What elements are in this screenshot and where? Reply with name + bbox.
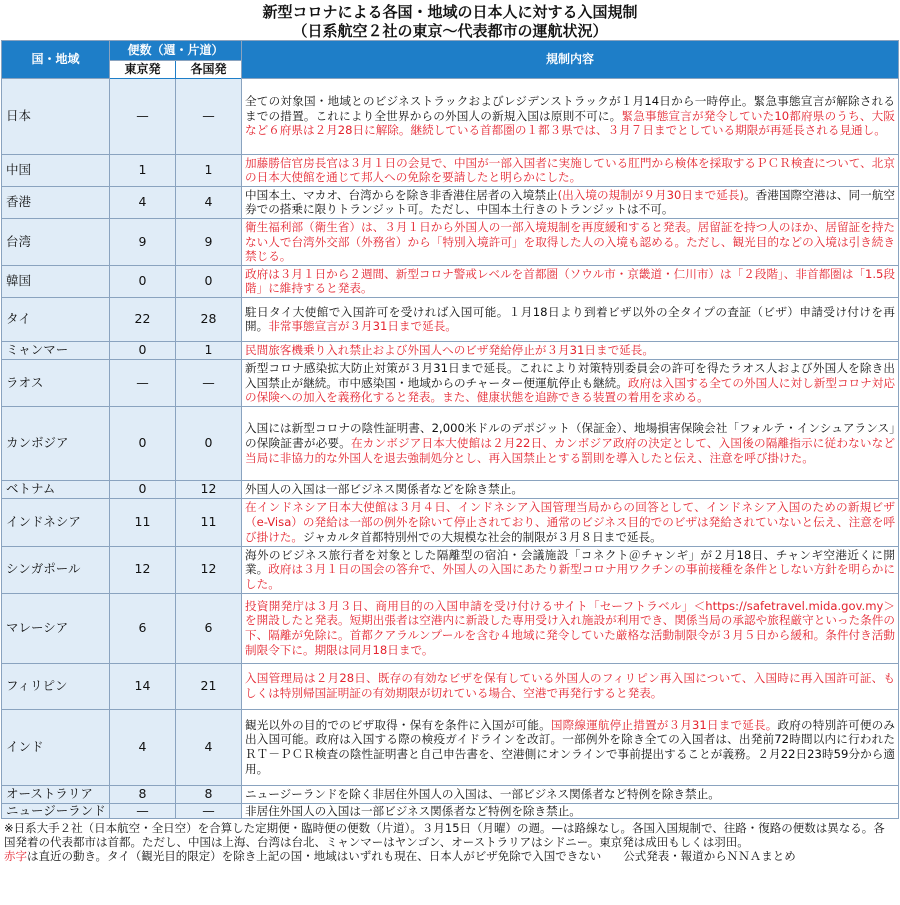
footnote bbox=[0, 819, 900, 863]
table-row bbox=[2, 186, 899, 218]
region-cell: ラオス bbox=[2, 359, 110, 406]
title-line1: 新型コロナによる各国・地域の日本人に対する入国規制 bbox=[262, 3, 638, 21]
flights-from-tokyo: 8 bbox=[110, 785, 176, 803]
recent-change-text: 政府は３月１日から２週間、新型コロナ警戒レベルを首都圏（ソウル市・京畿道・仁川市）は「２段階」、非首都圏は「1.5段階」に維持すると発表。 bbox=[245, 266, 895, 296]
table-row bbox=[2, 78, 899, 154]
region-cell: オーストラリア bbox=[2, 785, 110, 803]
table-row bbox=[2, 297, 899, 341]
flights-from-tokyo: 4 bbox=[110, 186, 176, 218]
flights-from-tokyo: — bbox=[110, 803, 176, 819]
regulation-text: ジャカルタ首都特別州での大規模な社会的制限が３月８日まで延長。 bbox=[303, 529, 662, 544]
region-cell: フィリピン bbox=[2, 663, 110, 709]
table-row bbox=[2, 406, 899, 480]
flights-from-each: 21 bbox=[176, 663, 242, 709]
flights-from-each: 12 bbox=[176, 480, 242, 498]
table-row bbox=[2, 663, 899, 709]
flights-from-tokyo: 4 bbox=[110, 709, 176, 785]
recent-change-text: 在カンボジア日本大使館は２月22日、カンボジア政府の決定として、入国後の隔離指示に従わないなど当局に非協力的な外国人を退去強制処分とし、再入国禁止とする罰則を導入したと伝え、注意を呼び掛けた。 bbox=[245, 435, 895, 465]
flights-from-tokyo: — bbox=[110, 359, 176, 406]
recent-change-text: 民間旅客機乗り入れ禁止および外国人へのビザ発給停止が３月31日まで延長。 bbox=[245, 343, 654, 358]
flights-from-tokyo: 0 bbox=[110, 265, 176, 297]
table-row bbox=[2, 709, 899, 785]
region-cell: シンガポール bbox=[2, 546, 110, 593]
regulation-content bbox=[242, 803, 899, 819]
regulation-content bbox=[242, 359, 899, 406]
table-row bbox=[2, 498, 899, 546]
flights-from-each: — bbox=[176, 803, 242, 819]
flights-from-tokyo: 0 bbox=[110, 480, 176, 498]
region-cell: マレーシア bbox=[2, 593, 110, 663]
table-row bbox=[2, 803, 899, 819]
header-flights: 便数（週・片道） bbox=[110, 41, 242, 61]
recent-change-text: 非常事態宣言が３月31日まで延長。 bbox=[268, 319, 457, 334]
flights-from-tokyo: 14 bbox=[110, 663, 176, 709]
recent-change-text: 入国管理局は２月28日、既存の有効なビザを保有している外国人のフィリピン再入国について、入国時に再入国許可証、もしくは特別帰国証明証の有効期限が切れている場合、空港で再発行すると発表。 bbox=[245, 671, 895, 700]
table-row bbox=[2, 785, 899, 803]
table-row bbox=[2, 218, 899, 265]
region-cell: 韓国 bbox=[2, 265, 110, 297]
flights-from-each: 6 bbox=[176, 593, 242, 663]
recent-change-text: 緊急事態宣言が発令していた10都府県のうち、大阪など６府県は２月28日に解除。継続している首都圏の１都３県では、３月７日までとしている期限が再延長される見通し。 bbox=[245, 108, 895, 138]
region-cell: タイ bbox=[2, 297, 110, 341]
footnote-line1: ※日系大手２社（日本航空・全日空）を合算した定期便・臨時便の便数（片道）。３月15日（月曜）の週。—は路線なし。各国入国規制で、往路・復路の便数は異なる。各国発着の代表都市は首都。ただし、中国は上海、台湾は台北、ミャンマーはヤンゴン、オーストラリアはシドニー。東京発は成田もしくは羽田。 bbox=[4, 821, 885, 850]
region-cell: 中国 bbox=[2, 154, 110, 186]
regulation-text: 非居住外国人の入国は一部ビジネス関係者など特例を除き禁止。 bbox=[245, 803, 581, 818]
regulation-text: 。香港国際空港は、同一航空券での搭乗に限りトランジット可。ただし、中国本土行きのトランジットは不可。 bbox=[245, 187, 895, 217]
flights-from-tokyo: 6 bbox=[110, 593, 176, 663]
region-cell: ニュージーランド bbox=[2, 803, 110, 819]
regulation-text: 観光以外の目的でのビザ取得・保有を条件に入国が可能。 bbox=[245, 717, 551, 732]
regulation-text: 入国には新型コロナの陰性証明書、2,000米ドルのデポジット（保証金）、地場損害保険会社「フォルテ・インシュアランス」の保険証書が必要。 bbox=[245, 421, 895, 450]
regulation-content bbox=[242, 663, 899, 709]
header-from-each: 各国発 bbox=[176, 61, 242, 79]
flights-from-each: 1 bbox=[176, 341, 242, 359]
regulation-content bbox=[242, 218, 899, 265]
regulation-text: 新型コロナ感染拡大防止対策が３月31日まで延長。これにより対策特別委員会の許可を得たラオス人および外国人を除き出入国禁止が継続。市中感染国・地域からのチャーター便運航停止も継続。 bbox=[245, 360, 895, 390]
regulation-table bbox=[1, 40, 899, 819]
flights-from-tokyo: 22 bbox=[110, 297, 176, 341]
region-cell: 香港 bbox=[2, 186, 110, 218]
recent-change-text: 政府は入国する全ての外国人に対し新型コロナ対応の保険への加入を義務化すると発表。また、健康状態を追跡できる装置の着用を求める。 bbox=[245, 375, 895, 405]
table-row bbox=[2, 480, 899, 498]
recent-change-text: (出入境の規制が９月30日まで延長) bbox=[557, 187, 744, 202]
table-row bbox=[2, 265, 899, 297]
flights-from-each: 0 bbox=[176, 265, 242, 297]
regulation-content bbox=[242, 709, 899, 785]
recent-change-text: 政府は３月１日の国会の答弁で、外国人の入国にあたり新型コロナ用ワクチンの事前接種を条件としない方針を明らかにした。 bbox=[245, 562, 895, 591]
region-cell: 日本 bbox=[2, 78, 110, 154]
flights-from-each: 1 bbox=[176, 154, 242, 186]
regulation-text: 政府の特別許可便のみ出入国可能。政府は入国する際の検疫ガイドラインを改訂。一部例外を除き全ての入国者は、出発前72時間以内に行われたＲＴ－ＰＣＲ検査の陰性証明書と自己申告書を、空港側にオンラインで事前提出することが義務。２月22日23時59分から適用。 bbox=[245, 717, 895, 776]
flights-from-tokyo: 0 bbox=[110, 406, 176, 480]
table-row bbox=[2, 546, 899, 593]
table-row bbox=[2, 154, 899, 186]
flights-from-tokyo: 11 bbox=[110, 498, 176, 546]
regulation-content bbox=[242, 785, 899, 803]
regulation-text: 海外のビジネス旅行者を対象とした隔離型の宿泊・会議施設「コネクト＠チャンギ」が２月18日、チャンギ空港近くに開業。 bbox=[245, 547, 895, 577]
header-region: 国・地域 bbox=[2, 41, 110, 79]
recent-change-text: 衛生福利部（衛生省）は、３月１日から外国人の一部入境規制を再度緩和すると発表。居留証を持つ人のほか、居留証を持たない人で台湾外交部（外務省）から「特別入境許可」を取得した人の入境も認める。ただし、観光目的などの入境は引き続き禁じる。 bbox=[245, 219, 895, 264]
regulation-text: 外国人の入国は一部ビジネス関係者などを除き禁止。 bbox=[245, 481, 523, 496]
flights-from-each: 8 bbox=[176, 785, 242, 803]
regulation-text: 全ての対象国・地域とのビジネストラックおよびレジデンストラックが１月14日から一時停止。緊急事態宣言が解除されるまでの措置。これにより全世界からの外国人の新規入国は原則不可に。 bbox=[245, 94, 895, 123]
flights-from-tokyo: 1 bbox=[110, 154, 176, 186]
table-row bbox=[2, 359, 899, 406]
flights-from-each: 4 bbox=[176, 186, 242, 218]
flights-from-each: 11 bbox=[176, 498, 242, 546]
page-title bbox=[0, 0, 900, 40]
table-row bbox=[2, 593, 899, 663]
recent-change-text: 加藤勝信官房長官は３月１日の会見で、中国が一部入国者に実施している肛門から検体を採取するＰＣＲ検査について、北京の日本大使館を通じて邦人への免除を要請したと明らかにした。 bbox=[245, 155, 895, 185]
flights-from-each: 4 bbox=[176, 709, 242, 785]
regulation-content bbox=[242, 406, 899, 480]
regulation-content bbox=[242, 593, 899, 663]
region-cell: インドネシア bbox=[2, 498, 110, 546]
regulation-content bbox=[242, 154, 899, 186]
regulation-content bbox=[242, 480, 899, 498]
recent-change-text: 投資開発庁は３月３日、商用目的の入国申請を受け付けるサイト「セーフトラベル」＜https://safetravel.mida.gov.my＞を開設したと発表。短期出張者は空港内に新設した専用受け入れ施設が利用でき、関係当局の承認や旅程厳守といった条件の下、隔離が免除に。首都クアラルンプールを含む４地域に発令していた厳格な活動制限令が３月５日から緩和。条件付き活動制限令下に。期限は同月18日まで。 bbox=[245, 598, 895, 657]
region-cell: インド bbox=[2, 709, 110, 785]
flights-from-each: 28 bbox=[176, 297, 242, 341]
region-cell: カンボジア bbox=[2, 406, 110, 480]
region-cell: ミャンマー bbox=[2, 341, 110, 359]
recent-change-text: 在インドネシア日本大使館は３月４日、インドネシア入国管理当局からの回答として、インドネシア入国のための新規ビザ（e-Visa）の発給は一部の例外を除いて停止されており、通常のビジネス目的でのビザは発給されていないと伝え、注意を呼び掛けた。 bbox=[245, 500, 895, 544]
flights-from-tokyo: 0 bbox=[110, 341, 176, 359]
regulation-text: ニュージーランドを除く非居住外国人の入国は、一部ビジネス関係者など特例を除き禁止。 bbox=[245, 786, 720, 801]
regulation-content bbox=[242, 498, 899, 546]
regulation-content bbox=[242, 186, 899, 218]
footnote-red-word: 赤字 bbox=[4, 849, 27, 864]
flights-from-tokyo: — bbox=[110, 78, 176, 154]
table-row bbox=[2, 341, 899, 359]
title-line2: （日系航空２社の東京〜代表都市の運航状況） bbox=[292, 22, 608, 40]
regulation-text: 駐日タイ大使館で入国許可を受ければ入国可能。１月18日より到着ビザ以外の全タイプの査証（ビザ）申請受け付けを再開。 bbox=[245, 304, 895, 334]
flights-from-each: 0 bbox=[176, 406, 242, 480]
header-content: 規制内容 bbox=[242, 41, 899, 79]
regulation-text: 中国本土、マカオ、台湾からを除き非香港住居者の入境禁止 bbox=[245, 187, 558, 202]
regulation-content bbox=[242, 265, 899, 297]
footnote-line2: は直近の動き。タイ（観光目的限定）を除き上記の国・地域はいずれも現在、日本人がビザ免除で入国できない bbox=[27, 849, 602, 864]
flights-from-each: — bbox=[176, 359, 242, 406]
source-credit: 公式発表・報道からＮＮＡまとめ bbox=[623, 849, 796, 864]
flights-from-each: — bbox=[176, 78, 242, 154]
flights-from-each: 12 bbox=[176, 546, 242, 593]
regulation-content bbox=[242, 78, 899, 154]
flights-from-tokyo: 9 bbox=[110, 218, 176, 265]
regulation-content bbox=[242, 546, 899, 593]
recent-change-text: 国際線運航停止措置が３月31日まで延長。 bbox=[550, 717, 778, 732]
region-cell: ベトナム bbox=[2, 480, 110, 498]
region-cell: 台湾 bbox=[2, 218, 110, 265]
header-from-tokyo: 東京発 bbox=[110, 61, 176, 79]
regulation-content bbox=[242, 297, 899, 341]
flights-from-each: 9 bbox=[176, 218, 242, 265]
regulation-content bbox=[242, 341, 899, 359]
flights-from-tokyo: 12 bbox=[110, 546, 176, 593]
